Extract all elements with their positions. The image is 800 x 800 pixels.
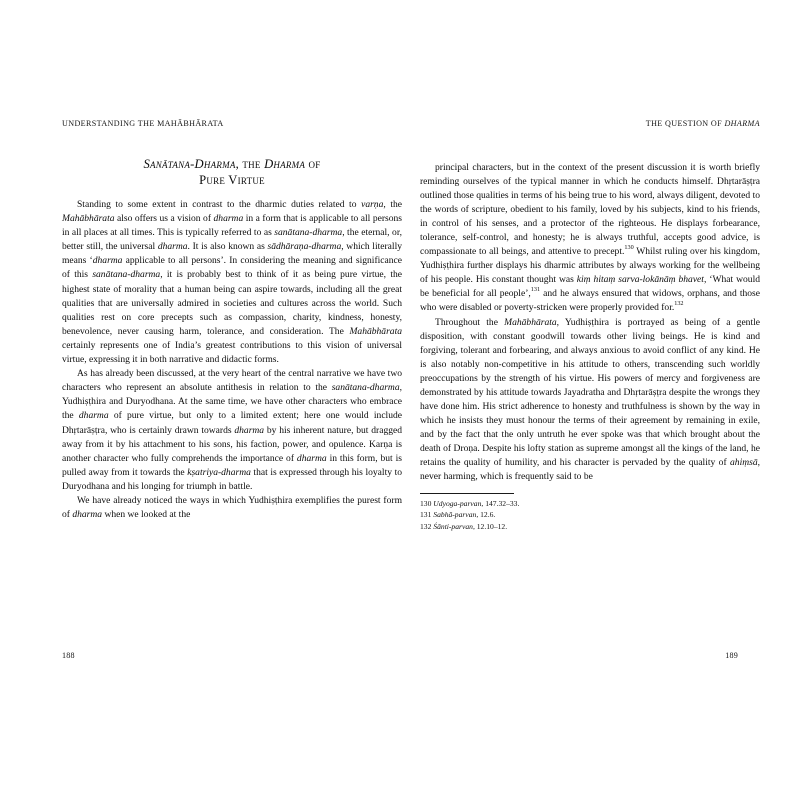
left-page-body xyxy=(62,198,402,522)
section-heading-term-1: Sanātana-Dharma xyxy=(143,157,236,171)
text-run: when we looked at the xyxy=(102,509,191,521)
text-run: , Yudhiṣṭhira and Duryodhana. At the same time, we have other characters who embrace the xyxy=(62,382,402,422)
text-run: , the xyxy=(383,199,402,210)
text-run: . It is also known as xyxy=(187,241,268,253)
text-run: in a form that is applicable to all persons in all places at all times. This is typically referred to as xyxy=(62,213,403,239)
footnote-marker: 132 xyxy=(674,300,684,308)
left-page xyxy=(62,118,402,678)
paragraph xyxy=(62,494,402,522)
italic-term: sanātana-dharma xyxy=(92,269,161,281)
text-run: , ‘What would be beneficial for all people’, xyxy=(420,274,760,300)
italic-term: dharma xyxy=(78,410,109,422)
italic-term: ahiṃsā xyxy=(730,456,758,468)
footnote-source: Sabhā-parvan xyxy=(433,510,477,520)
italic-term: dharma xyxy=(296,452,327,464)
section-heading-plain-1: , the xyxy=(235,157,265,171)
footnote-item xyxy=(420,521,760,532)
paragraph xyxy=(420,161,760,316)
text-run: , it is probably best to think of it as being pure virtue, the highest state of morality that a human being can aspire towards, including all the great qualities that are universally admired in societies and cultures across the world. Such qualities rest on core precepts such as compassion, charity, kindness, honesty, benevolence, never causing harm, tolerance, and consideration. The xyxy=(62,269,402,337)
text-run: of pure virtue, but only to a limited extent; here one would include Dhṛtarāṣṭra, who is certainly drawn towards xyxy=(62,410,402,436)
footnotes-list xyxy=(420,498,760,532)
text-run: Whilst ruling over his kingdom, Yudhiṣṭhira further displays his dharmic attributes by always working for the wellbeing of his people. His constant thought was xyxy=(420,246,760,286)
text-run: Standing to some extent in contrast to the dharmic duties related to xyxy=(77,199,362,210)
italic-term: varṇa xyxy=(361,199,384,210)
page-number-right: 189 xyxy=(725,651,738,660)
text-run: , never harming, which is frequently said to be xyxy=(420,456,760,483)
section-heading-plain-2: of xyxy=(305,157,321,171)
text-run: Throughout the xyxy=(435,316,505,328)
text-run: in this form, but is pulled away from it towards the xyxy=(62,452,402,478)
italic-term: Mahābhārata xyxy=(504,316,557,328)
text-run: , which literally means ‘ xyxy=(62,241,402,267)
right-page-body xyxy=(420,161,760,484)
footnote-source: Śānti-parvan xyxy=(433,521,473,531)
paragraph xyxy=(62,198,402,367)
section-heading-term-2: Dharma xyxy=(264,157,306,171)
italic-term: Mahābhārata xyxy=(62,213,115,225)
text-run: , Yudhiṣṭhira is portrayed as being of a gentle disposition, with constant goodwill towards other living beings. He is kind and forgiving, tolerant and forbearing, and always anxious to avoid conflict of any kind. He is also notably non-competitive in his attitude to others, transcending such worldly preoccupations by the strength of his virtue. His powers of mercy and forgiveness are demonstrated by his attitude towards Jayadratha and Dhṛtarāṣṭra despite the wrongs they have done him. His strict adherence to honesty and truthfulness is shown by the way in which he insists they must honour the terms of their agreement by remaining in exile, and by the fact that the only untruth he ever spoke was that which brought about the death of Droṇa. Despite his lofty station as supreme amongst all the kings of the land, he retains the quality of humility, and his character is pervaded by the quality of xyxy=(420,316,760,468)
text-run: by his inherent nature, but dragged away from it by his attachment to his sons, his faction, power, and opulence. Karṇa is another character who fully comprehends the importance of xyxy=(62,424,402,464)
italic-term: kṣatriya-dharma xyxy=(187,466,251,478)
footnote-number: 132 xyxy=(420,521,434,531)
footnote-marker: 130 xyxy=(624,244,634,252)
section-heading xyxy=(62,156,402,188)
text-run: , the eternal, or, better still, the universal xyxy=(62,227,402,253)
footnote-source: Udyoga-parvan xyxy=(433,499,482,509)
italic-term: dharma xyxy=(157,241,188,253)
running-head-right-plain: THE QUESTION OF xyxy=(645,119,725,128)
text-run: also offers us a vision of xyxy=(114,213,214,225)
footnote-reference: , 147.32–33. xyxy=(481,499,520,509)
footnote-separator-rule xyxy=(420,493,514,494)
running-head-right-italic: DHARMA xyxy=(724,119,760,128)
italic-term: dharma xyxy=(92,255,123,267)
text-run: principal characters, but in the context of the present discussion it is worth briefly reminding ourselves of the typical manner in which he conducts himself. Dhṛtarāṣṭra outlined those qualities in terms of his being true to his word, always diligent, devoted to the words of scripture, obedient to his family, loved by his subjects, kind to his friends, in control of his senses, and a protector of the righteous. He displays forbearance, tolerance, self-control, and honesty; he is always truthful, accepts good advice, is compassionate to all beings, and attentive to precept. xyxy=(420,162,760,258)
italic-term: dharma xyxy=(234,424,265,436)
italic-term: dharma xyxy=(213,213,244,225)
paragraph xyxy=(62,367,402,494)
footnote-number: 131 xyxy=(420,510,434,520)
text-run: and he always ensured that widows, orphans, and those who were disabled or poverty-stricken were properly provided for. xyxy=(420,288,760,314)
text-run: that is expressed through his loyalty to Duryodhana and his longing for triumph in battle. xyxy=(62,466,402,492)
section-heading-line-2: Pure Virtue xyxy=(199,173,265,187)
footnote-reference: , 12.6. xyxy=(476,510,496,520)
italic-term: sanātana-dharma xyxy=(274,227,343,239)
italic-term: kiṃ hitaṃ sarva-lokānāṃ bhavet xyxy=(576,274,704,286)
footnote-item xyxy=(420,498,760,509)
paragraph xyxy=(420,316,760,485)
italic-term: sanātana-dharma xyxy=(331,382,400,394)
text-run: We have already noticed the ways in which Yudhiṣṭhira exemplifies the purest form of xyxy=(62,494,402,521)
text-run: certainly represents one of India’s greatest contributions to this vision of universal virtue, expressing it in both narrative and didactic forms. xyxy=(62,339,402,366)
running-head-right xyxy=(420,118,760,130)
footnote-marker: 131 xyxy=(530,286,541,294)
italic-term: Mahābhārata xyxy=(349,325,402,337)
text-run: applicable to all persons’. In considering the meaning and significance of this xyxy=(62,255,402,281)
italic-term: dharma xyxy=(72,509,103,521)
footnote-number: 130 xyxy=(420,499,434,509)
right-page xyxy=(420,118,760,678)
italic-term: sādhāraṇa-dharma xyxy=(267,241,342,253)
text-run: As has already been discussed, at the very heart of the central narrative we have two characters who represent an absolute antithesis in relation to the xyxy=(62,368,402,394)
page-number-left: 188 xyxy=(62,651,75,660)
footnote-item xyxy=(420,509,760,520)
footnote-reference: , 12.10–12. xyxy=(472,521,508,531)
running-head-left: UNDERSTANDING THE MAHĀBHĀRATA xyxy=(62,119,224,128)
